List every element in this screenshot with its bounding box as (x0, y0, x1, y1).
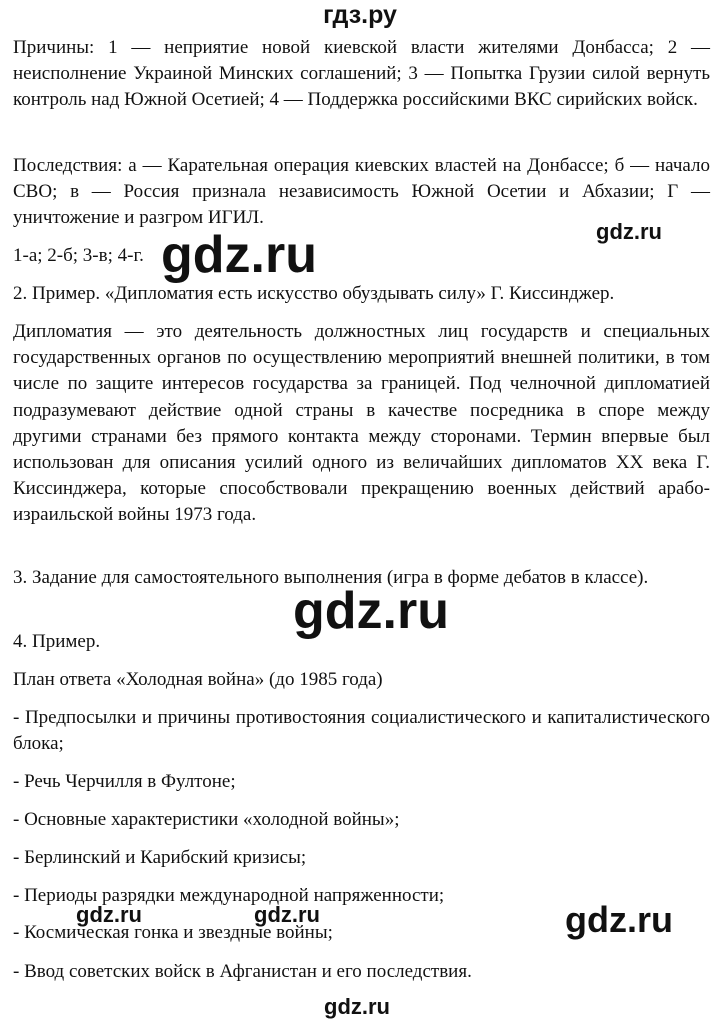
plan-list-item: - Ввод советских войск в Афганистан и его последствия. (13, 961, 472, 982)
paragraph-task3: 3. Задание для самостоятельного выполнения (игра в форме дебатов в классе). (13, 567, 649, 588)
watermark: gdz.ru (293, 582, 449, 640)
paragraph-consequences: Последствия: а — Карательная операция киевских властей на Донбассе; б — начало СВО; в — Россия признала независимость Южной Осетии и Абхазии; Г — уничтожение и разгром ИГИЛ. (13, 155, 710, 229)
watermark: gdz.ru (254, 902, 320, 927)
watermark: gdz.ru (76, 902, 142, 927)
watermark: gdz.ru (324, 994, 390, 1019)
paragraph-causes: Причины: 1 — неприятие новой киевской власти жителями Донбасса; 2 — неисполнение Украиной Минских соглашений; 3 — Попытка Грузии силой вернуть контроль над Южной Осетией; 4 — Поддержка российскими ВКС сирийских войск. (13, 37, 710, 111)
plan-list-item: - Космическая гонка и звездные войны; (13, 922, 333, 943)
plan-list-item: - Предпосылки и причины противостояния социалистического и капиталистического блока; (13, 707, 710, 755)
paragraph-diplomacy-definition: Дипломатия — это деятельность должностных лиц государств и специальных государственных органов по осуществлению мероприятий внешней политики, в том числе по защите интересов государства за границей. Под челночной дипломатией подразумевают действие одной страны в качестве посредника в споре между другими странами без прямого контакта между сторонами. Термин впервые был использован для описания усилий одного из величайших дипломатов XX века Г. Киссинджера, которые способствовали прекращению военных действий арабо-израильской войны 1973 года. (13, 321, 710, 526)
watermark: gdz.ru (161, 226, 317, 284)
plan-list-item: - Речь Черчилля в Фултоне; (13, 771, 236, 792)
paragraph-task4-example: 4. Пример. (13, 631, 101, 652)
plan-list-item: - Основные характеристики «холодной войны»; (13, 809, 400, 830)
paragraph-task2-example: 2. Пример. «Дипломатия есть искусство обуздывать силу» Г. Киссинджер. (13, 283, 615, 304)
watermark: gdz.ru (596, 219, 662, 244)
paragraph-plan-title: План ответа «Холодная война» (до 1985 года) (13, 669, 383, 690)
plan-list-item: - Берлинский и Карибский кризисы; (13, 847, 307, 868)
paragraph-answer-key: 1-а; 2-б; 3-в; 4-г. (13, 245, 144, 266)
site-header: гдз.ру (323, 1, 397, 29)
plan-list-item: - Периоды разрядки международной напряженности; (13, 885, 445, 906)
watermark: gdz.ru (565, 899, 673, 940)
